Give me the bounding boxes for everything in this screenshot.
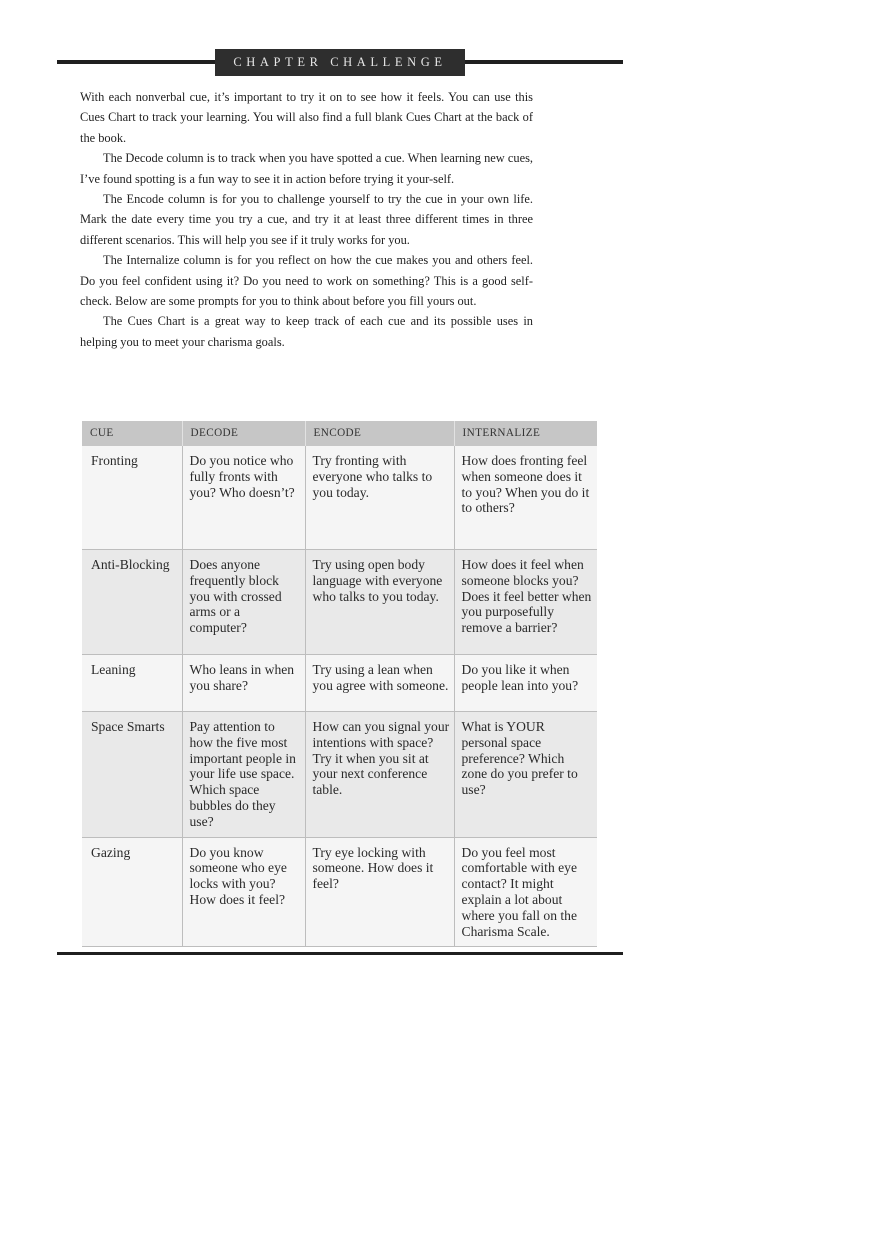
paragraph: The Decode column is to track when you have spotted a cue. When learning new cues, I’ve found spotting is a fun way to see it in action before trying it your-self. [80, 151, 533, 186]
header-cue: CUE [82, 421, 182, 446]
header-internalize: INTERNALIZE [454, 421, 597, 446]
cell-cue: Anti-Blocking [82, 550, 182, 655]
cell-internalize: How does fronting feel when someone does it to you? When you do it to others? [454, 446, 597, 550]
paragraph: The Cues Chart is a great way to keep track of each cue and its possible uses in helping you to meet your charisma goals. [80, 314, 533, 349]
cell-decode: Do you know someone who eye locks with you? How does it feel? [182, 837, 305, 947]
table-row [82, 655, 597, 712]
cell-decode: Does anyone frequently block you with crossed arms or a computer? [182, 550, 305, 655]
bottom-rule [57, 952, 623, 955]
cell-decode: Do you notice who fully fronts with you? Who doesn’t? [182, 446, 305, 550]
table-row [82, 712, 597, 838]
cell-internalize: Do you like it when people lean into you? [454, 655, 597, 712]
paragraph: The Internalize column is for you reflect on how the cue makes you and others feel. Do you feel confident using it? Do you need to work on something? This is a good self-check. Below are some prompts for you to think about before you fill yours out. [80, 253, 533, 309]
cell-cue: Fronting [82, 446, 182, 550]
table-row [82, 550, 597, 655]
chapter-challenge-tab: CHAPTER CHALLENGE [215, 49, 465, 76]
table-header-row [82, 421, 597, 446]
cues-chart-table [82, 421, 597, 947]
header-encode: ENCODE [305, 421, 454, 446]
table-row [82, 837, 597, 947]
intro-text [80, 87, 533, 352]
cell-cue: Space Smarts [82, 712, 182, 838]
cell-encode: Try using a lean when you agree with someone. [305, 655, 454, 712]
table-row [82, 446, 597, 550]
cell-cue: Gazing [82, 837, 182, 947]
cell-decode: Pay attention to how the five most important people in your life use space. Which space bubbles do they use? [182, 712, 305, 838]
cell-internalize: How does it feel when someone blocks you? Does it feel better when you purposefully remove a barrier? [454, 550, 597, 655]
paragraph: With each nonverbal cue, it’s important to try it on to see how it feels. You can use this Cues Chart to track your learning. You will also find a full blank Cues Chart at the back of the book. [80, 90, 533, 145]
cell-internalize: What is YOUR personal space preference? Which zone do you prefer to use? [454, 712, 597, 838]
paragraph: The Encode column is for you to challenge yourself to try the cue in your own life. Mark the date every time you try a cue, and try it at least three different times in three different scenarios. This will help you see if it truly works for you. [80, 192, 533, 247]
cell-encode: Try eye locking with someone. How does it feel? [305, 837, 454, 947]
cell-encode: Try using open body language with everyone who talks to you today. [305, 550, 454, 655]
cell-decode: Who leans in when you share? [182, 655, 305, 712]
cell-cue: Leaning [82, 655, 182, 712]
header-decode: DECODE [182, 421, 305, 446]
cell-encode: Try fronting with everyone who talks to you today. [305, 446, 454, 550]
cell-encode: How can you signal your intentions with space? Try it when you sit at your next conference table. [305, 712, 454, 838]
cell-internalize: Do you feel most comfortable with eye contact? It might explain a lot about where you fall on the Charisma Scale. [454, 837, 597, 947]
